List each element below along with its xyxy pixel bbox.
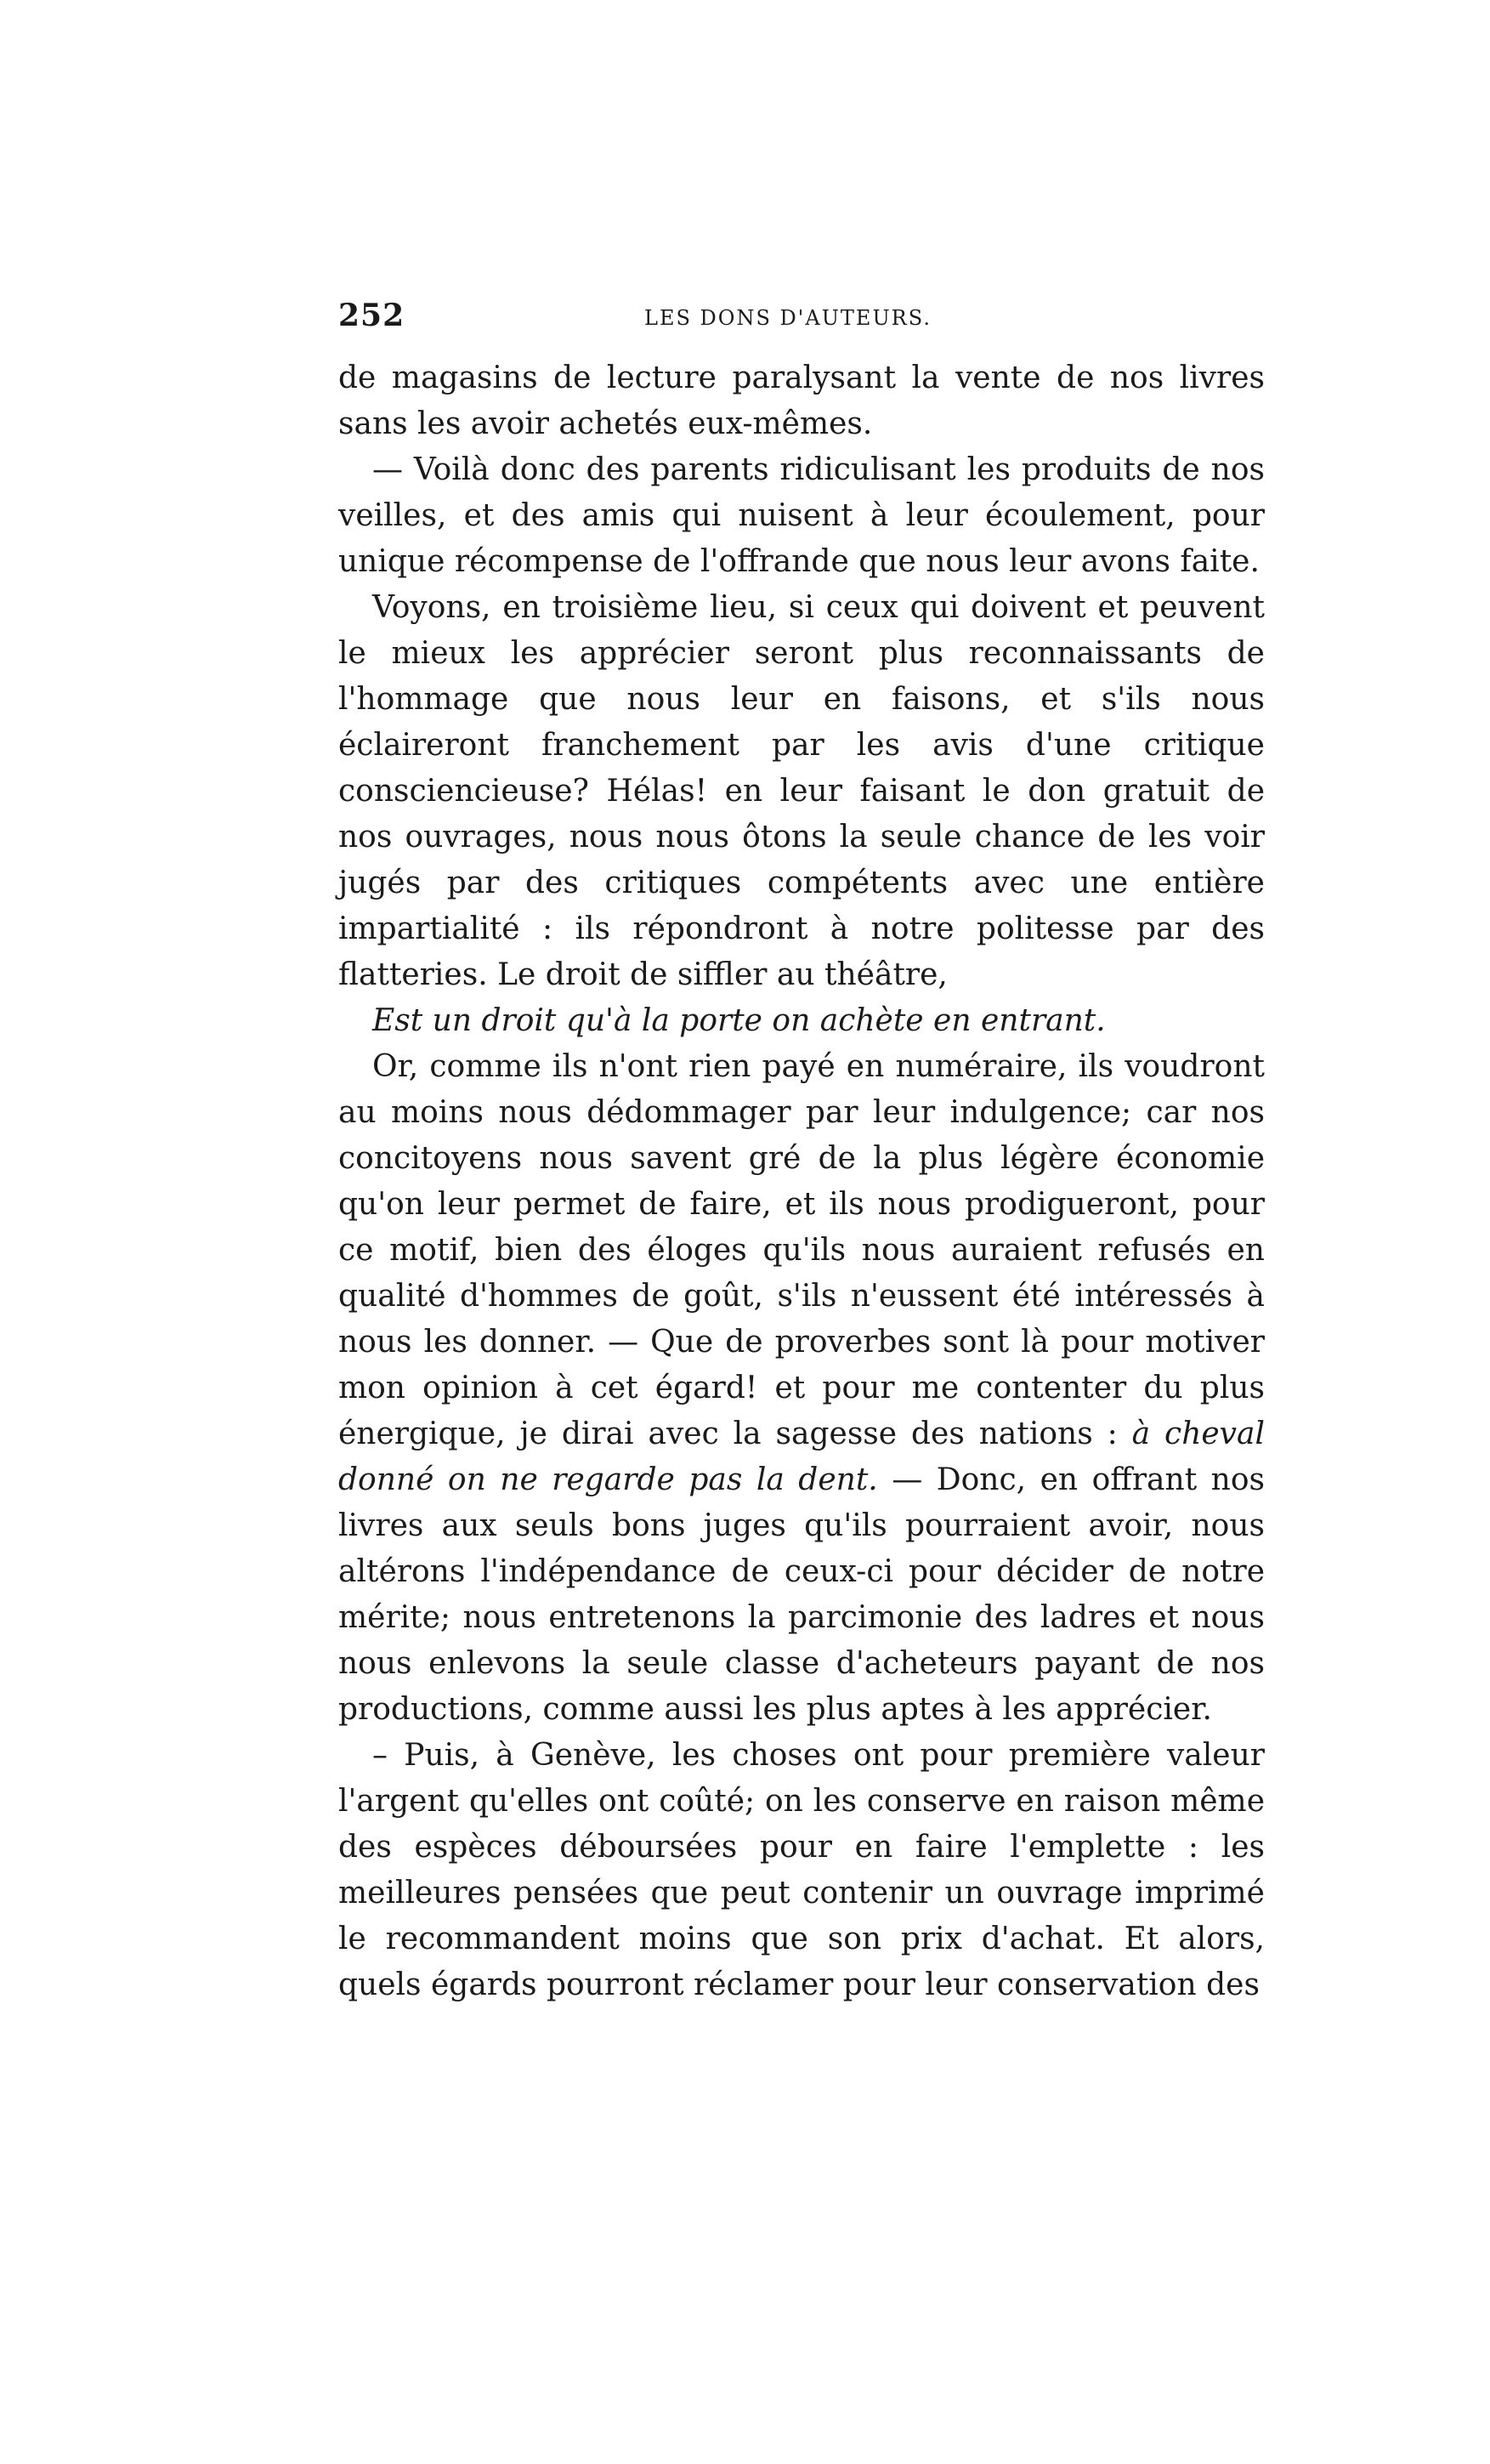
paragraph-4-part-a: Or, comme ils n'ont rien payé en numéraire, ils voudront au moins nous dédommager par leur indulgence; car nos concitoyens nous savent gré de la plus légère économie qu'on leur permet de faire, et ils nous prodigueront, pour ce motif, bien des éloges qu'ils nous auraient refusés en qualité d'hommes de goût, s'ils n'eussent été intéressés à nous les donner. — Que de proverbes sont là pour motiver mon opinion à cet égard! et pour me contenter du plus énergique, je dirai avec la sagesse des nations :: [338, 1049, 1265, 1451]
paragraph-2: — Voilà donc des parents ridiculisant les produits de nos veilles, et des amis qui nuisent à leur écoulement, pour unique récompense de l'offrande que nous leur avons faite.: [338, 452, 1265, 579]
verse-quotation: Est un droit qu'à la porte on achète en entrant.: [372, 1003, 1106, 1038]
paragraph-5: – Puis, à Genève, les choses ont pour première valeur l'argent qu'elles ont coûté; on les conserve en raison même des espèces déboursées pour en faire l'emplette : les meilleures pensées que peut contenir un ouvrage imprimé le recommandent moins que son prix d'achat. Et alors, quels égards pourront réclamer pour leur conservation des: [338, 1738, 1265, 2002]
body-text: [338, 355, 1265, 2008]
book-page: [338, 298, 1265, 2008]
paragraph-3: Voyons, en troisième lieu, si ceux qui doivent et peuvent le mieux les apprécier seront plus reconnaissants de l'hommage que nous leur en faisons, et s'ils nous éclaireront franchement par les avis d'une critique consciencieuse? Hélas! en leur faisant le don gratuit de nos ouvrages, nous nous ôtons la seule chance de les voir jugés par des critiques compétents avec une entière impartialité : ils répondront à notre politesse par des flatteries. Le droit de siffler au théâtre,: [338, 590, 1265, 992]
page-header: [338, 298, 1265, 349]
running-title: LES DONS D'AUTEURS.: [644, 306, 932, 330]
paragraph-4-part-b: — Donc, en offrant nos livres aux seuls bons juges qu'ils pourraient avoir, nous altérons l'indépendance de ceux-ci pour décider de notre mérite; nous entretenons la parcimonie des ladres et nous nous enlevons la seule classe d'acheteurs payant de nos productions, comme aussi les plus aptes à les apprécier.: [338, 1462, 1265, 1727]
page-number: 252: [338, 298, 405, 333]
paragraph-1: de magasins de lecture paralysant la vente de nos livres sans les avoir achetés eux-mêmes.: [338, 361, 1265, 441]
paragraph-4: [338, 1044, 1265, 1733]
proverb-italic: à cheval donné on ne regarde pas la dent.: [338, 1417, 1265, 1497]
